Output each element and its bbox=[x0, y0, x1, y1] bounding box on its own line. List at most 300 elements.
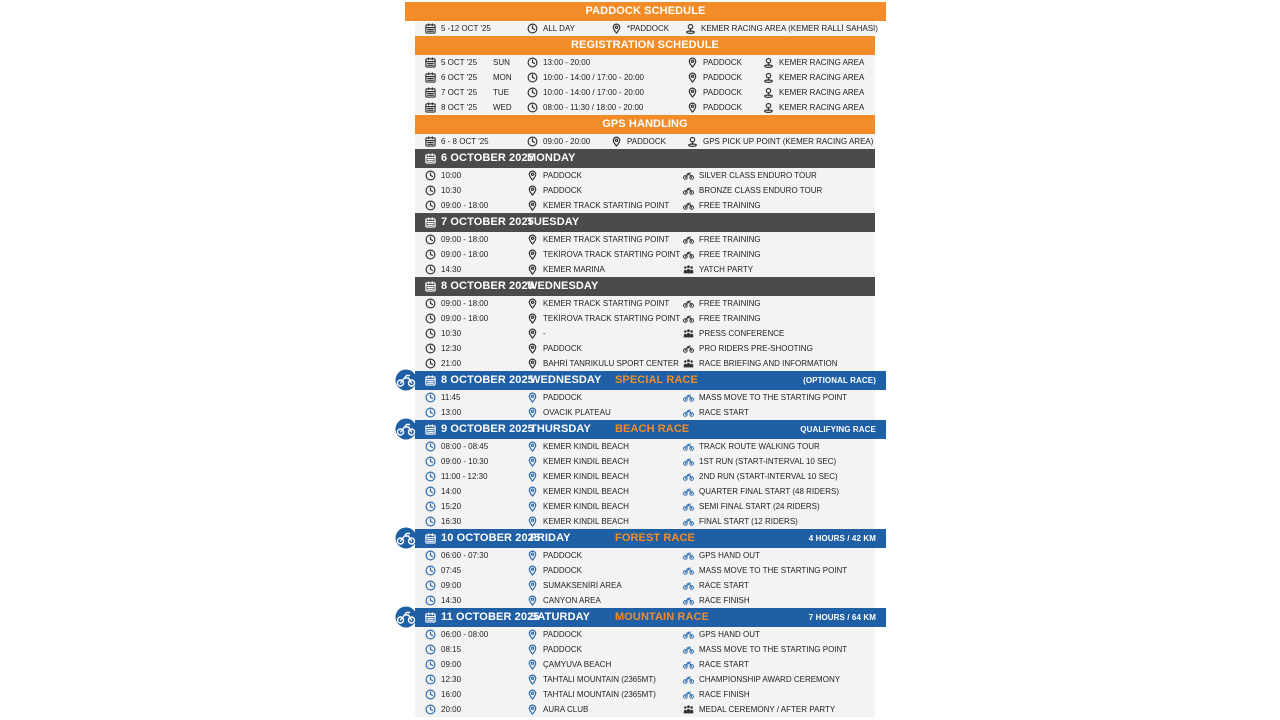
event-text: PRESS CONFERENCE bbox=[699, 329, 785, 338]
motorbike-icon bbox=[683, 170, 694, 181]
schedule-row bbox=[415, 469, 875, 484]
place-text: PADDOCK bbox=[703, 58, 742, 67]
race-title: MOUNTAIN RACE bbox=[615, 611, 709, 623]
date-text-cell bbox=[425, 21, 491, 36]
schedule-row bbox=[415, 247, 875, 262]
motorbike-icon bbox=[683, 629, 694, 640]
race-header bbox=[415, 608, 886, 627]
area-text: KEMER RACING AREA bbox=[779, 58, 865, 67]
motorbike-icon bbox=[683, 550, 694, 561]
event-text-cell bbox=[683, 548, 760, 563]
event-text: FREE TRAINING bbox=[699, 314, 761, 323]
place-text: *PADDOCK bbox=[627, 24, 670, 33]
location-pin-icon bbox=[527, 595, 538, 606]
event-text: RACE FINISH bbox=[699, 690, 750, 699]
place-text-cell bbox=[527, 484, 629, 499]
race-day-text-cell bbox=[530, 608, 590, 627]
motorbike-icon bbox=[683, 595, 694, 606]
location-pin-icon bbox=[611, 136, 622, 147]
event-text-cell bbox=[683, 262, 753, 277]
location-pin-icon bbox=[527, 516, 538, 527]
event-text: FREE TRAINING bbox=[699, 299, 761, 308]
schedule-row bbox=[415, 296, 875, 311]
calendar-icon bbox=[425, 281, 436, 292]
day-rows bbox=[415, 232, 875, 277]
day-header bbox=[415, 277, 875, 296]
time-text: 14:30 bbox=[441, 265, 462, 274]
day-name-text-cell bbox=[527, 277, 598, 296]
clock-icon bbox=[527, 23, 538, 34]
time-text-cell bbox=[425, 439, 488, 454]
schedule-row bbox=[415, 168, 875, 183]
location-pin-icon bbox=[527, 471, 538, 482]
area-pin-icon bbox=[763, 57, 774, 68]
race-date-text-cell bbox=[425, 371, 534, 390]
location-pin-icon bbox=[527, 392, 538, 403]
schedule-row bbox=[415, 232, 875, 247]
location-pin-icon bbox=[527, 185, 538, 196]
race-day-text: FRIDAY bbox=[530, 532, 571, 544]
race-date-text: 8 OCTOBER 2025 bbox=[441, 374, 534, 386]
event-text-cell bbox=[683, 657, 749, 672]
event-text: GPS HAND OUT bbox=[699, 551, 760, 560]
event-text-cell bbox=[683, 198, 761, 213]
place-text: PADDOCK bbox=[703, 73, 742, 82]
time-text: 10:00 - 14:00 / 17:00 - 20:00 bbox=[543, 88, 644, 97]
area-pin-icon bbox=[687, 136, 698, 147]
time-text-cell bbox=[425, 702, 461, 717]
area-text-cell bbox=[685, 21, 878, 36]
event-text-cell bbox=[683, 168, 817, 183]
race-title: SPECIAL RACE bbox=[615, 374, 698, 386]
event-text: PRO RIDERS PRE-SHOOTING bbox=[699, 344, 813, 353]
location-pin-icon bbox=[527, 659, 538, 670]
place-text-cell bbox=[527, 454, 629, 469]
race-header bbox=[415, 371, 886, 390]
location-pin-icon bbox=[527, 264, 538, 275]
time-text-cell bbox=[425, 356, 461, 371]
paddock-schedule-header bbox=[405, 2, 886, 21]
race-note: QUALIFYING RACE bbox=[800, 425, 876, 434]
schedule-row bbox=[415, 687, 875, 702]
date-text: 7 OCT '25 bbox=[441, 88, 478, 97]
place-text: KEMER KINDIL BEACH bbox=[543, 472, 629, 481]
calendar-icon bbox=[425, 424, 436, 435]
day-text: MON bbox=[493, 73, 512, 82]
time-text-cell bbox=[425, 198, 488, 213]
day-date-text-cell bbox=[425, 149, 534, 168]
area-text: KEMER RACING AREA bbox=[779, 88, 865, 97]
place-text: TEKİROVA TRACK STARTING POINT bbox=[543, 250, 681, 259]
motorbike-icon bbox=[683, 501, 694, 512]
place-text: KEMER KINDIL BEACH bbox=[543, 457, 629, 466]
time-text: 10:30 bbox=[441, 329, 462, 338]
race-date-text: 9 OCTOBER 2025 bbox=[441, 423, 534, 435]
place-text-cell bbox=[527, 390, 582, 405]
clock-icon bbox=[425, 565, 436, 576]
place-text: PADDOCK bbox=[543, 393, 582, 402]
place-text: - bbox=[543, 329, 546, 338]
day-text-cell bbox=[493, 55, 510, 70]
place-text-cell bbox=[527, 578, 622, 593]
time-text: 09:00 - 20:00 bbox=[543, 137, 591, 146]
day-text: WED bbox=[493, 103, 512, 112]
event-text: RACE START bbox=[699, 581, 749, 590]
time-text: 09:00 - 18:00 bbox=[441, 314, 489, 323]
date-text: 6 OCT '25 bbox=[441, 73, 478, 82]
motorbike-icon bbox=[683, 674, 694, 685]
clock-icon bbox=[425, 407, 436, 418]
time-text-cell bbox=[425, 627, 488, 642]
clock-icon bbox=[425, 298, 436, 309]
race-rows bbox=[415, 627, 875, 717]
motorbike-icon bbox=[683, 392, 694, 403]
place-text-cell bbox=[527, 642, 582, 657]
time-text: 16:30 bbox=[441, 517, 462, 526]
clock-icon bbox=[425, 580, 436, 591]
clock-icon bbox=[527, 57, 538, 68]
place-text-cell bbox=[687, 100, 742, 115]
area-text: KEMER RACING AREA bbox=[779, 73, 865, 82]
time-text: 09:00 - 10:30 bbox=[441, 457, 489, 466]
event-text-cell bbox=[683, 578, 749, 593]
schedule-row bbox=[415, 499, 875, 514]
calendar-icon bbox=[425, 57, 436, 68]
schedule-row bbox=[415, 672, 875, 687]
time-text-cell bbox=[425, 578, 461, 593]
time-text: 06:00 - 08:00 bbox=[441, 630, 489, 639]
time-text: 10:00 bbox=[441, 171, 462, 180]
gps-handling-title: GPS HANDLING bbox=[602, 118, 688, 130]
day-name-text: MONDAY bbox=[527, 152, 576, 164]
schedule-row bbox=[415, 405, 875, 420]
clock-icon bbox=[527, 87, 538, 98]
time-text: 09:00 - 18:00 bbox=[441, 299, 489, 308]
place-text: PADDOCK bbox=[543, 630, 582, 639]
event-text: 1ST RUN (START-INTERVAL 10 SEC) bbox=[699, 457, 837, 466]
event-text-cell bbox=[683, 469, 838, 484]
event-text: MASS MOVE TO THE STARTING POINT bbox=[699, 393, 848, 402]
day-text-cell bbox=[493, 70, 512, 85]
clock-icon bbox=[425, 471, 436, 482]
day-header bbox=[415, 213, 875, 232]
time-text: 07:45 bbox=[441, 566, 462, 575]
race-date-text: 11 OCTOBER 2025 bbox=[441, 611, 540, 623]
place-text-cell bbox=[611, 134, 666, 149]
schedule-row bbox=[415, 326, 875, 341]
time-text-cell bbox=[425, 311, 488, 326]
place-text-cell bbox=[527, 687, 656, 702]
location-pin-icon bbox=[527, 580, 538, 591]
time-text-cell bbox=[527, 100, 643, 115]
event-text-cell bbox=[683, 247, 761, 262]
schedule-row bbox=[415, 100, 875, 115]
day-name-text-cell bbox=[527, 149, 575, 168]
time-text: 14:00 bbox=[441, 487, 462, 496]
schedule-row bbox=[415, 439, 875, 454]
event-text-cell bbox=[683, 484, 839, 499]
time-text-cell bbox=[425, 262, 461, 277]
time-text-cell bbox=[425, 296, 488, 311]
time-text: 21:00 bbox=[441, 359, 462, 368]
schedule-row bbox=[415, 548, 875, 563]
event-text-cell bbox=[683, 514, 798, 529]
clock-icon bbox=[425, 659, 436, 670]
event-text: FINAL START (12 RIDERS) bbox=[699, 517, 798, 526]
place-text-cell bbox=[611, 21, 669, 36]
clock-icon bbox=[425, 264, 436, 275]
event-text: YATCH PARTY bbox=[699, 265, 754, 274]
event-text-cell bbox=[683, 232, 761, 247]
motorbike-badge-icon bbox=[394, 527, 418, 549]
event-text-cell bbox=[683, 687, 750, 702]
place-text-cell bbox=[687, 55, 742, 70]
location-pin-icon bbox=[527, 407, 538, 418]
place-text: TAHTALI MOUNTAIN (2365MT) bbox=[543, 675, 656, 684]
place-text-cell bbox=[527, 326, 546, 341]
time-text-cell bbox=[425, 469, 488, 484]
time-text: 10:00 - 14:00 / 17:00 - 20:00 bbox=[543, 73, 644, 82]
date-text-cell bbox=[425, 55, 477, 70]
schedule-row bbox=[415, 578, 875, 593]
place-text-cell bbox=[527, 356, 679, 371]
calendar-icon bbox=[425, 23, 436, 34]
motorbike-icon bbox=[683, 200, 694, 211]
location-pin-icon bbox=[527, 441, 538, 452]
schedule-row bbox=[415, 311, 875, 326]
place-text: TAHTALI MOUNTAIN (2365MT) bbox=[543, 690, 656, 699]
area-text: GPS PICK UP POINT (KEMER RACING AREA) bbox=[703, 137, 874, 146]
date-text: 5 -12 OCT '25 bbox=[441, 24, 491, 33]
registration-schedule-rows bbox=[415, 55, 875, 115]
event-text: RACE START bbox=[699, 408, 749, 417]
place-text: TEKİROVA TRACK STARTING POINT bbox=[543, 314, 681, 323]
clock-icon bbox=[425, 185, 436, 196]
place-text: CANYON AREA bbox=[543, 596, 601, 605]
motorbike-icon bbox=[683, 441, 694, 452]
day-name-text-cell bbox=[527, 213, 579, 232]
event-text: MASS MOVE TO THE STARTING POINT bbox=[699, 566, 848, 575]
place-text-cell bbox=[687, 70, 742, 85]
motorbike-badge-icon bbox=[394, 369, 418, 391]
race-rows bbox=[415, 548, 875, 608]
time-text-cell bbox=[425, 563, 461, 578]
clock-icon bbox=[425, 441, 436, 452]
registration-schedule-header bbox=[415, 36, 875, 55]
race-day-text: THURSDAY bbox=[530, 423, 591, 435]
area-pin-icon bbox=[763, 87, 774, 98]
event-text-cell bbox=[683, 390, 847, 405]
race-header bbox=[415, 529, 886, 548]
event-text-cell bbox=[683, 593, 750, 608]
location-pin-icon bbox=[687, 72, 698, 83]
race-title: BEACH RACE bbox=[615, 423, 690, 435]
place-text-cell bbox=[527, 262, 605, 277]
place-text-cell bbox=[527, 548, 582, 563]
motorbike-icon bbox=[683, 456, 694, 467]
clock-icon bbox=[425, 200, 436, 211]
place-text-cell bbox=[527, 672, 656, 687]
time-text: 11:00 - 12:30 bbox=[441, 472, 488, 481]
clock-icon bbox=[425, 644, 436, 655]
time-text-cell bbox=[425, 672, 461, 687]
people-icon bbox=[683, 264, 694, 275]
area-text-cell bbox=[763, 85, 864, 100]
location-pin-icon bbox=[687, 87, 698, 98]
race-date-text-cell bbox=[425, 529, 540, 548]
time-text: 20:00 bbox=[441, 705, 462, 714]
motorbike-badge-icon bbox=[394, 606, 418, 628]
event-text-cell bbox=[683, 627, 760, 642]
event-text: SEMI FINAL START (24 RIDERS) bbox=[699, 502, 820, 511]
event-text-cell bbox=[683, 296, 761, 311]
event-text-cell bbox=[683, 341, 813, 356]
time-text-cell bbox=[527, 134, 590, 149]
place-text: ÇAMYUVA BEACH bbox=[543, 660, 612, 669]
schedule-row bbox=[415, 484, 875, 499]
motorbike-icon bbox=[683, 185, 694, 196]
time-text-cell bbox=[425, 687, 461, 702]
place-text: OVACIK PLATEAU bbox=[543, 408, 611, 417]
race-title: FOREST RACE bbox=[615, 532, 695, 544]
place-text-cell bbox=[527, 499, 629, 514]
event-text: QUARTER FINAL START (48 RIDERS) bbox=[699, 487, 840, 496]
calendar-icon bbox=[425, 217, 436, 228]
day-text: TUE bbox=[493, 88, 509, 97]
place-text-cell bbox=[527, 311, 680, 326]
schedule-row bbox=[415, 593, 875, 608]
clock-icon bbox=[527, 136, 538, 147]
motorbike-icon bbox=[683, 234, 694, 245]
race-day-text-cell bbox=[530, 371, 601, 390]
race-rows bbox=[415, 390, 875, 420]
location-pin-icon bbox=[527, 234, 538, 245]
location-pin-icon bbox=[687, 57, 698, 68]
day-date-text-cell bbox=[425, 213, 534, 232]
schedule-row bbox=[415, 356, 875, 371]
place-text: PADDOCK bbox=[543, 186, 582, 195]
time-text-cell bbox=[425, 499, 461, 514]
time-text: 12:30 bbox=[441, 675, 462, 684]
day-date-text-cell bbox=[425, 277, 534, 296]
schedule-sheet bbox=[405, 2, 886, 717]
calendar-icon bbox=[425, 612, 436, 623]
clock-icon bbox=[425, 674, 436, 685]
day-text-cell bbox=[493, 85, 509, 100]
place-text-cell bbox=[527, 657, 611, 672]
event-text: RACE FINISH bbox=[699, 596, 750, 605]
place-text: PADDOCK bbox=[543, 551, 582, 560]
clock-icon bbox=[425, 456, 436, 467]
place-text: KEMER KINDIL BEACH bbox=[543, 442, 629, 451]
place-text: KEMER KINDIL BEACH bbox=[543, 487, 629, 496]
clock-icon bbox=[425, 689, 436, 700]
schedule-row bbox=[415, 85, 875, 100]
event-text-cell bbox=[683, 311, 761, 326]
area-text: KEMER RACING AREA bbox=[779, 103, 865, 112]
motorbike-icon bbox=[683, 486, 694, 497]
time-text: 06:00 - 07:30 bbox=[441, 551, 489, 560]
day-name-text: TUESDAY bbox=[527, 216, 580, 228]
day-date-text: 8 OCTOBER 2025 bbox=[441, 280, 534, 292]
clock-icon bbox=[425, 343, 436, 354]
clock-icon bbox=[527, 72, 538, 83]
paddock-schedule-rows bbox=[415, 21, 878, 36]
place-text-cell bbox=[527, 341, 582, 356]
clock-icon bbox=[425, 249, 436, 260]
motorbike-badge-icon bbox=[394, 418, 418, 440]
time-text-cell bbox=[425, 657, 461, 672]
event-text-cell bbox=[683, 672, 840, 687]
time-text: 13:00 - 20:00 bbox=[543, 58, 591, 67]
place-text-cell bbox=[527, 168, 582, 183]
clock-icon bbox=[425, 501, 436, 512]
time-text-cell bbox=[425, 593, 461, 608]
area-text-cell bbox=[763, 70, 864, 85]
calendar-icon bbox=[425, 72, 436, 83]
motorbike-icon bbox=[683, 580, 694, 591]
area-text-cell bbox=[687, 134, 873, 149]
clock-icon bbox=[425, 629, 436, 640]
race-date-text: 10 OCTOBER 2025 bbox=[441, 532, 541, 544]
time-text-cell bbox=[425, 168, 461, 183]
event-text-cell bbox=[683, 326, 784, 341]
motorbike-icon bbox=[683, 516, 694, 527]
date-text-cell bbox=[425, 134, 489, 149]
clock-icon bbox=[425, 392, 436, 403]
place-text: PADDOCK bbox=[543, 344, 582, 353]
time-text-cell bbox=[527, 70, 644, 85]
event-text: MASS MOVE TO THE STARTING POINT bbox=[699, 645, 848, 654]
time-text: 09:00 - 18:00 bbox=[441, 235, 489, 244]
place-text: AURA CLUB bbox=[543, 705, 589, 714]
place-text: SUMAKSENİRİ AREA bbox=[543, 581, 622, 590]
race-header bbox=[415, 420, 886, 439]
place-text: KEMER TRACK STARTING POINT bbox=[543, 201, 670, 210]
place-text-cell bbox=[527, 514, 629, 529]
location-pin-icon bbox=[527, 200, 538, 211]
paddock-schedule-title: PADDOCK SCHEDULE bbox=[585, 5, 706, 17]
schedule-row bbox=[415, 134, 875, 149]
schedule-row bbox=[415, 642, 875, 657]
place-text: PADDOCK bbox=[543, 171, 582, 180]
time-text-cell bbox=[425, 405, 461, 420]
place-text: KEMER KINDIL BEACH bbox=[543, 502, 629, 511]
area-pin-icon bbox=[685, 23, 696, 34]
schedule-row bbox=[415, 198, 875, 213]
event-text-cell bbox=[683, 356, 838, 371]
motorbike-icon bbox=[683, 298, 694, 309]
area-text-cell bbox=[763, 100, 864, 115]
motorbike-icon bbox=[683, 471, 694, 482]
clock-icon bbox=[425, 234, 436, 245]
schedule-row bbox=[415, 341, 875, 356]
people-icon bbox=[683, 328, 694, 339]
event-text-cell bbox=[683, 439, 820, 454]
place-text-cell bbox=[527, 183, 582, 198]
time-text: 08:15 bbox=[441, 645, 462, 654]
race-day-text-cell bbox=[530, 529, 571, 548]
schedule-row bbox=[415, 627, 875, 642]
location-pin-icon bbox=[611, 23, 622, 34]
area-pin-icon bbox=[763, 72, 774, 83]
time-text-cell bbox=[425, 183, 461, 198]
clock-icon bbox=[425, 516, 436, 527]
race-note: 7 HOURS / 64 KM bbox=[808, 613, 876, 622]
time-text: 11:45 bbox=[441, 393, 461, 402]
time-text-cell bbox=[425, 548, 488, 563]
area-text: KEMER RACING AREA (KEMER RALLİ SAHASI) bbox=[701, 24, 878, 33]
